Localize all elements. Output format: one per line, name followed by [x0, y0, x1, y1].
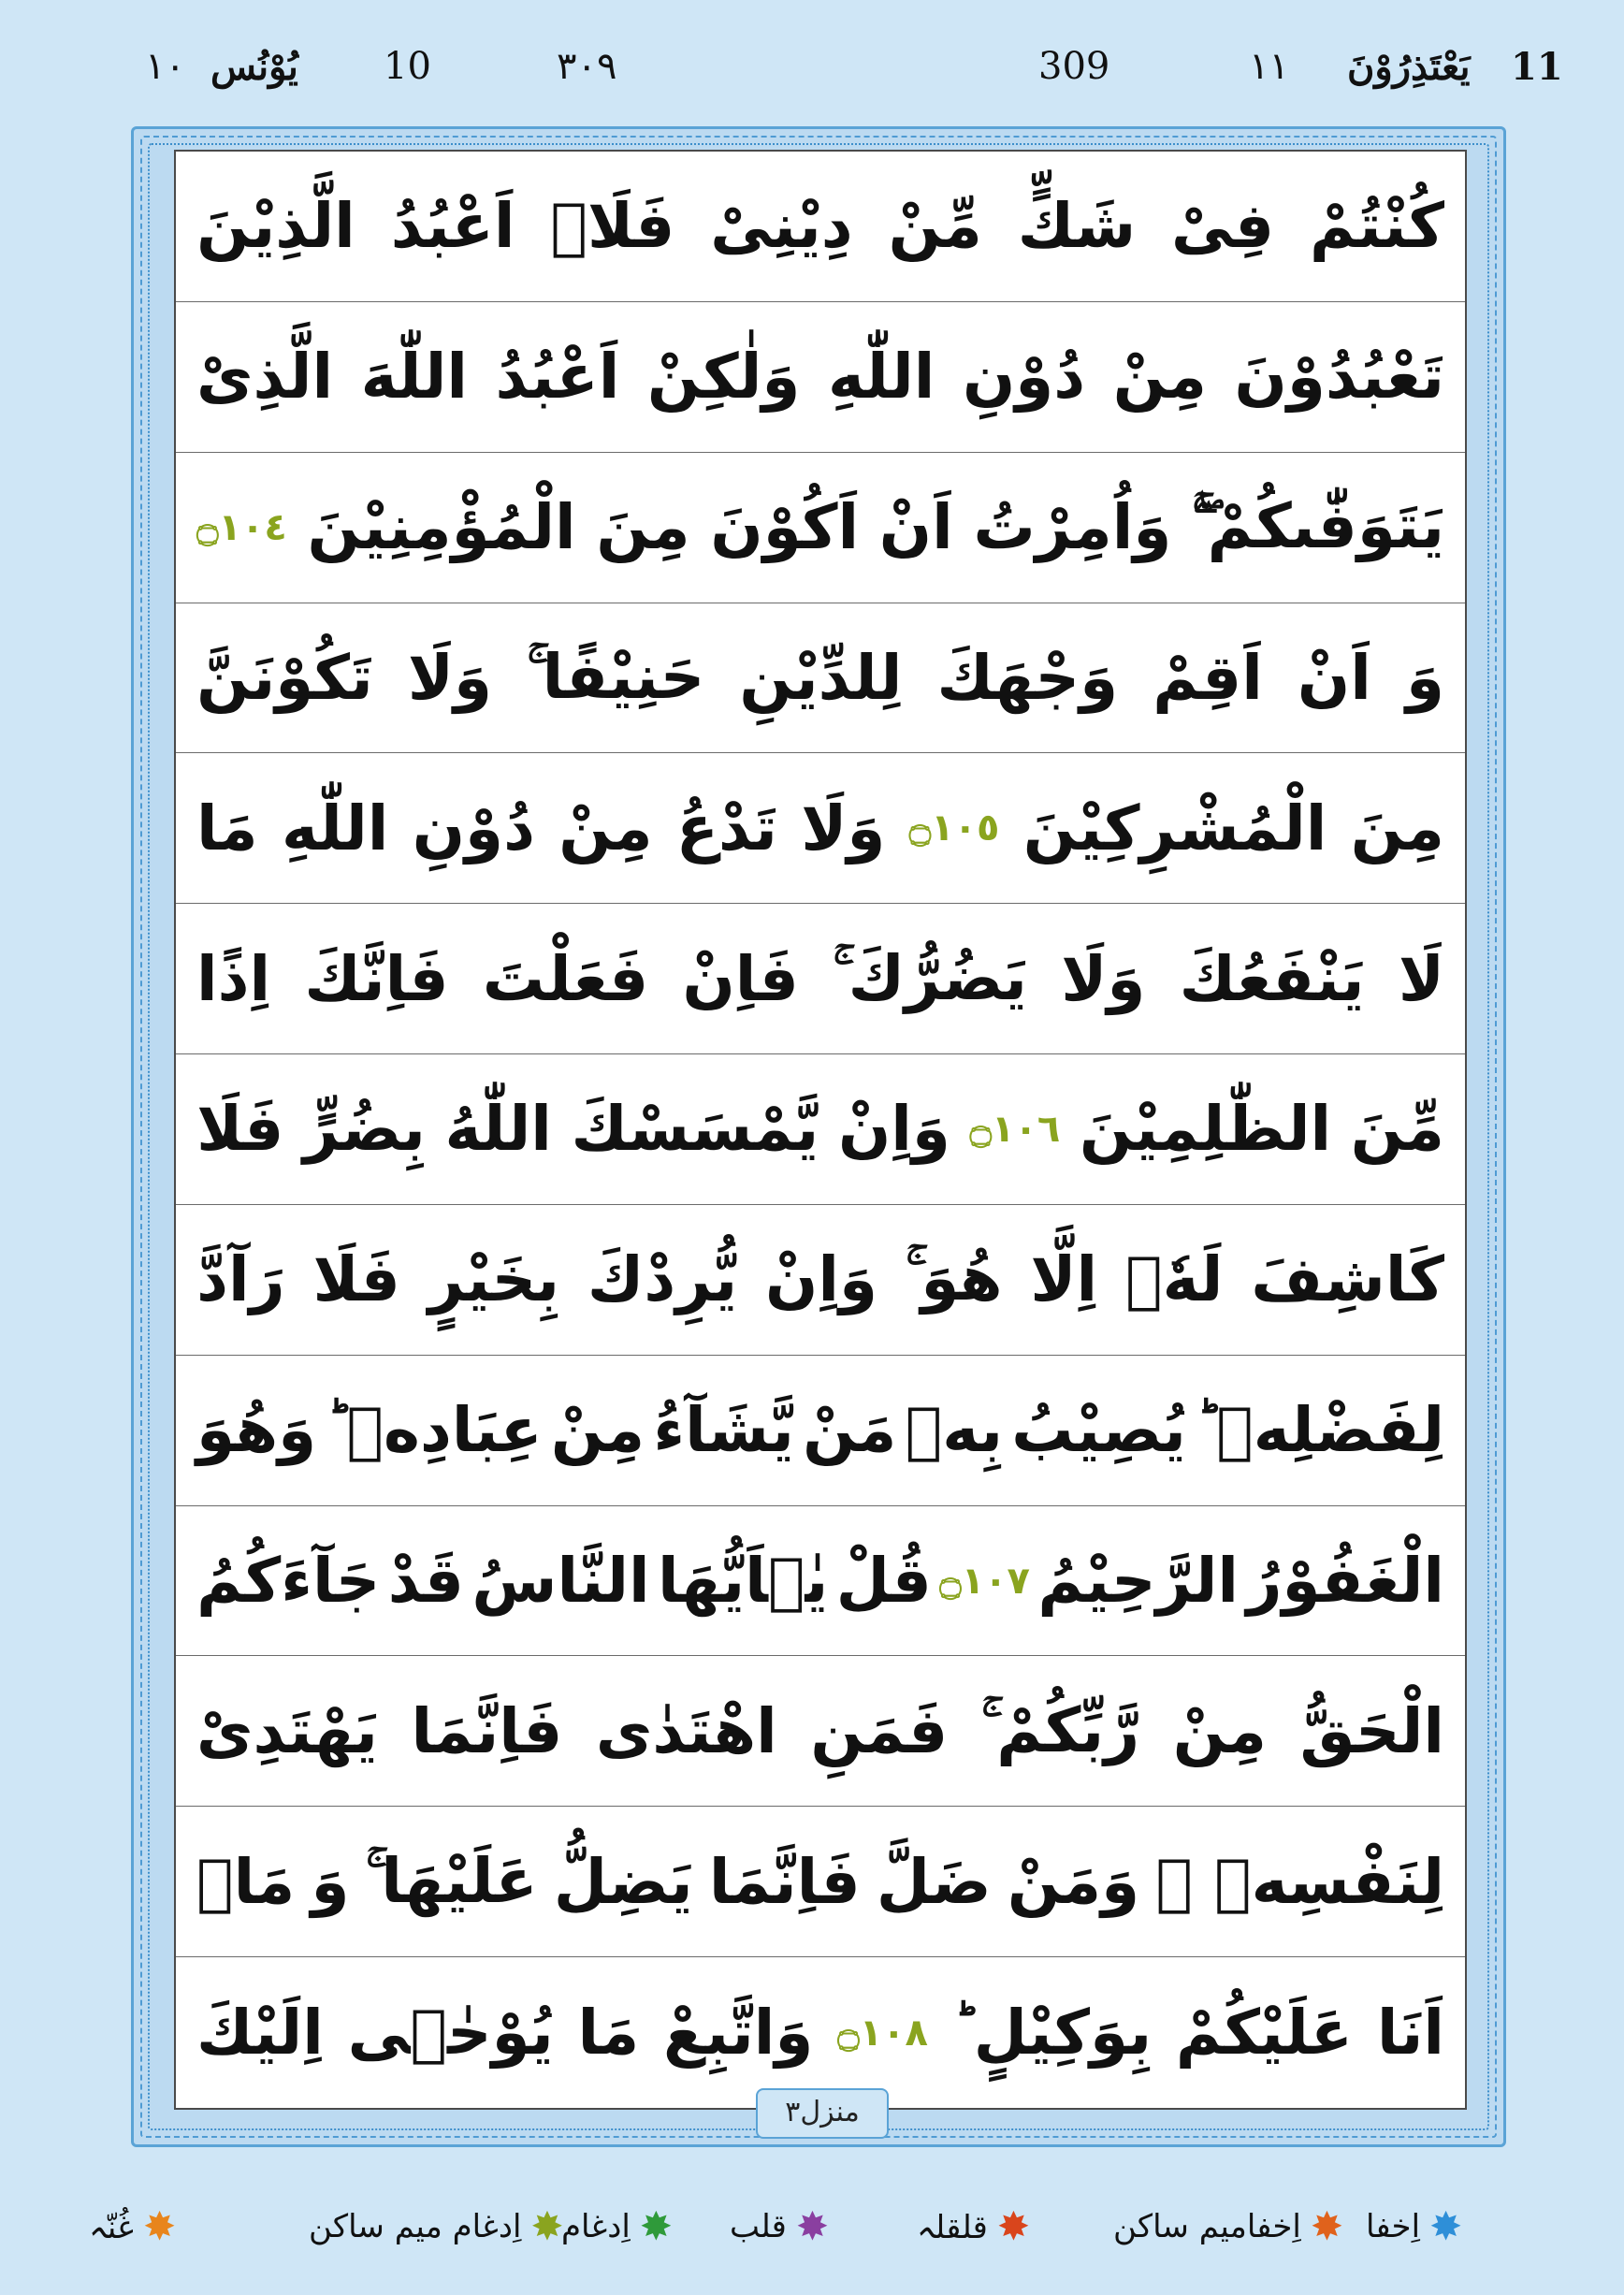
verse-word: وَلَا: [801, 792, 886, 864]
legend-label: اِدغام: [561, 2208, 631, 2245]
verse-word: اللّٰهَ: [360, 341, 468, 414]
verse-word: فَلَا: [196, 1093, 284, 1166]
verse-word: عِبَادِهٖ ؕ: [325, 1394, 543, 1467]
verse-word: رَآدَّ: [196, 1243, 285, 1316]
verse-word: بِهٖ: [905, 1394, 1004, 1467]
star-icon: ✸: [996, 2203, 1031, 2249]
verse-word: الْمُشْرِكِیْنَ: [1022, 792, 1327, 864]
verse-line: [176, 904, 1465, 1054]
verse-word: مِنَ: [596, 491, 690, 564]
surah-number: 10: [384, 45, 431, 88]
juz-name: یَعْتَذِرُوْنَ: [1347, 45, 1471, 89]
verse-word: مِّنَ: [1350, 1093, 1444, 1166]
verse-word: الَّذِیْنَ: [196, 190, 355, 263]
verse-line: [176, 1807, 1465, 1957]
verse-word: یَضِلُّ: [553, 1845, 693, 1918]
verse-word: یَنْفَعُكَ: [1179, 942, 1365, 1015]
legend-label: قلقلہ: [917, 2208, 988, 2246]
verse-word: مَنْ: [803, 1394, 897, 1467]
verse-word: وَ: [1405, 641, 1444, 714]
legend-label: اِخفامیم ساکن: [1113, 2208, 1301, 2245]
verse-line: [176, 1957, 1465, 2108]
verse-word: اِلَیْكَ: [196, 1997, 324, 2070]
star-icon: ✸: [795, 2203, 830, 2249]
verse-word: قَدْ: [387, 1545, 465, 1618]
ayah-number-marker: ۝١٠٨: [837, 2011, 928, 2055]
verse-word: لِلدِّیْنِ: [739, 641, 903, 714]
verse-word: اللّٰهِ: [282, 792, 389, 864]
verse-word: اَكُوْنَ: [710, 491, 860, 564]
verse-word: هُوَ ۚ: [905, 1242, 1003, 1315]
star-icon: ✸: [142, 2203, 177, 2249]
verse-word: یَتَوَفّٰىكُمْ ۚۖ: [1192, 490, 1444, 563]
verse-line: [176, 1054, 1465, 1205]
verse-word: مَاۤ: [196, 1845, 296, 1918]
verse-word: بِخَیْرٍ: [428, 1243, 560, 1316]
verse-line: [176, 1205, 1465, 1356]
verse-word: وَاتَّبِعْ: [662, 1997, 814, 2070]
star-icon: ✸: [1310, 2203, 1344, 2249]
legend-item: [309, 2203, 564, 2249]
verse-line: [176, 453, 1465, 603]
manzil-label: منزل٣: [756, 2088, 889, 2139]
verse-word: یُّرِدْكَ: [587, 1243, 738, 1316]
legend-item: [1366, 2203, 1463, 2249]
verse-word: اَنْ: [878, 491, 953, 564]
verse-word: وَلٰكِنْ: [646, 341, 801, 414]
verse-line: [176, 152, 1465, 302]
verse-word: اَعْبُدُ: [390, 190, 515, 263]
surah-number-arabic: ١٠: [145, 45, 185, 88]
verse-word: وَجْهَكَ: [936, 641, 1119, 714]
verse-line: [176, 302, 1465, 453]
verse-word: اَعْبُدُ: [495, 341, 620, 414]
verse-word: مِنْ: [558, 792, 653, 864]
verse-word: یَضُرُّكَ ۚ: [833, 941, 1027, 1014]
verse-word: دُوْنِ: [962, 341, 1086, 414]
legend-label: اِخفا: [1366, 2208, 1421, 2245]
verse-word: لِنَفْسِهٖ ۚ: [1155, 1845, 1444, 1918]
verse-line: [176, 1656, 1465, 1807]
legend-item: [1113, 2203, 1344, 2249]
verse-word: کُنْتُمْ: [1309, 190, 1444, 263]
verse-word: یَّشَآءُ: [653, 1394, 794, 1467]
tajweed-legend: [0, 2157, 1624, 2288]
verse-word: الْحَقُّ: [1299, 1694, 1444, 1767]
verse-word: فَاِنْ: [682, 942, 799, 1015]
juz-number-arabic: ١١: [1249, 45, 1289, 88]
verse-word: دِیْنِیْ: [710, 190, 853, 263]
verse-word: عَلَیْهَا ۚ: [365, 1844, 538, 1917]
verse-word: فَاِنَّمَا: [708, 1845, 861, 1918]
verse-word: فِیْ: [1171, 190, 1275, 263]
verse-word: وَاُمِرْتُ: [973, 491, 1172, 564]
legend-item: [917, 2203, 1031, 2249]
verse-word: شَكٍّ: [1017, 190, 1137, 263]
verse-word: فَاِنَّكَ: [304, 942, 449, 1015]
verse-word: كَاشِفَ: [1251, 1243, 1444, 1316]
ayah-number-marker: ۝١٠٦: [969, 1107, 1061, 1151]
verse-word: اللّٰهُ: [444, 1093, 552, 1166]
star-icon: ✸: [1429, 2203, 1463, 2249]
star-icon: ✸: [530, 2203, 564, 2249]
verse-word: تَدْعُ: [675, 792, 777, 864]
verse-word: لَهٗۤ: [1125, 1243, 1224, 1316]
verse-word: وَاِنْ: [765, 1243, 877, 1316]
verse-word: وَاِنْ: [837, 1093, 950, 1166]
verse-word: النَّاسُ: [471, 1545, 650, 1618]
verse-word: بِوَكِیْلٍ ؕ: [951, 1997, 1153, 2070]
verse-word: فَلَاۤ: [550, 190, 675, 263]
verse-word: دُوْنِ: [412, 792, 535, 864]
verse-word: قُلْ: [835, 1545, 932, 1618]
verse-word: مِنْ: [550, 1394, 645, 1467]
page-header: [0, 0, 1624, 122]
verse-word: فَلَا: [312, 1243, 400, 1316]
verse-word: اَقِمْ: [1153, 641, 1263, 714]
verse-word: الْمُؤْمِنِیْنَ: [307, 491, 576, 564]
verse-line: [176, 1506, 1465, 1657]
star-icon: ✸: [639, 2203, 673, 2249]
verse-word: الْغَفُوْرُ: [1246, 1545, 1444, 1618]
verse-word: بِضُرٍّ: [303, 1093, 426, 1166]
verse-word: تَعْبُدُوْنَ: [1234, 341, 1444, 414]
legend-item: [89, 2203, 177, 2249]
surah-name: یُوْنُس: [210, 45, 298, 89]
verse-line: [176, 753, 1465, 904]
verse-word: وَمَنْ: [1007, 1845, 1140, 1918]
verse-word: اهْتَدٰى: [595, 1694, 777, 1767]
verse-word: اِلَّا: [1030, 1243, 1098, 1316]
verse-word: اللّٰهِ: [828, 341, 935, 414]
verse-word: حَنِیْفًا ۚ: [527, 640, 705, 713]
verse-word: یُصِیْبُ: [1011, 1394, 1186, 1467]
verse-word: مِنْ: [1172, 1694, 1267, 1767]
legend-label: قلب: [730, 2208, 787, 2245]
verse-word: یٰۤاَیُّهَا: [658, 1545, 829, 1618]
verse-word: مِنْ: [1112, 341, 1207, 414]
verse-line: [176, 1356, 1465, 1506]
verse-word: عَلَیْكُمْ: [1175, 1997, 1354, 2070]
verse-word: یَهْتَدِیْ: [196, 1694, 378, 1767]
verse-word: الظّٰلِمِیْنَ: [1079, 1093, 1332, 1166]
legend-label: اِدغام میم ساکن: [309, 2208, 522, 2245]
verse-line: [176, 603, 1465, 754]
juz-number: 11: [1511, 45, 1563, 89]
verse-word: فَمَنِ: [810, 1694, 949, 1767]
verse-word: مِنَ: [1350, 792, 1444, 864]
verse-word: تَكُوْنَنَّ: [196, 641, 373, 714]
verse-word: فَاِنَّمَا: [411, 1694, 563, 1767]
verse-word: یُوْحٰۤى: [347, 1997, 554, 2070]
verse-word: ضَلَّ: [876, 1845, 992, 1918]
verse-word: وَهُوَ: [196, 1394, 317, 1467]
verse-word: مِّنْ: [888, 190, 982, 263]
legend-item: [561, 2203, 673, 2249]
verse-word: رَّبِّكُمْ ۚ: [980, 1693, 1140, 1766]
quran-text-panel: [174, 150, 1467, 2110]
verse-word: مَا: [577, 1997, 640, 2070]
verse-word: فَعَلْتَ: [482, 942, 649, 1015]
verse-word: وَلَا: [1061, 942, 1146, 1015]
legend-label: غُنّہ: [89, 2208, 134, 2246]
verse-word: الَّذِیْ: [196, 341, 334, 414]
ayah-number-marker: ۝١٠٥: [908, 806, 1000, 850]
verse-word: یَّمْسَسْكَ: [571, 1093, 819, 1166]
verse-word: لَا: [1398, 942, 1444, 1015]
verse-word: اَنَا: [1376, 1997, 1444, 2070]
page-number-arabic: ٣٠٩: [557, 45, 617, 88]
ayah-number-marker: ۝١٠٤: [196, 505, 287, 549]
verse-word: جَآءَكُمُ: [196, 1545, 381, 1618]
verse-word: لِفَضْلِهٖ ؕ: [1195, 1394, 1444, 1467]
verse-word: وَلَا: [407, 641, 493, 714]
verse-word: اِذًا: [196, 942, 271, 1015]
verse-word: الرَّحِیْمُ: [1037, 1545, 1240, 1618]
verse-word: وَ: [311, 1845, 350, 1918]
verse-word: مَا: [196, 792, 258, 864]
legend-item: [730, 2203, 830, 2249]
page-number: 309: [1038, 45, 1110, 88]
verse-word: اَنْ: [1297, 641, 1371, 714]
ayah-number-marker: ۝١٠٧: [939, 1559, 1030, 1603]
